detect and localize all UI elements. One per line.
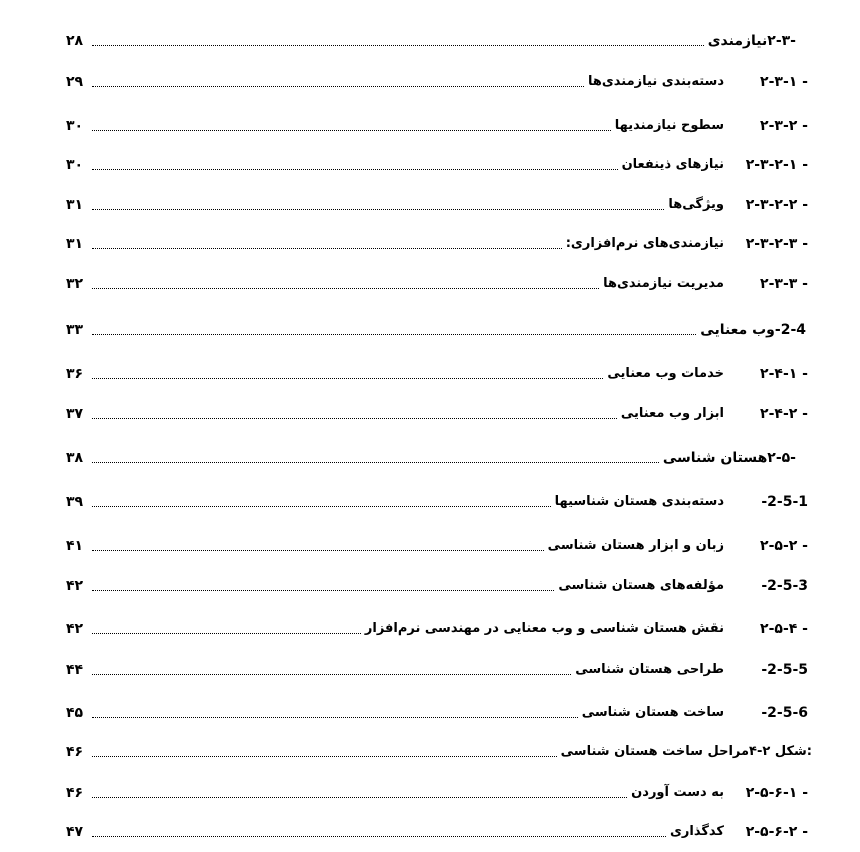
dot-leader [92,835,666,837]
page-number: ۳۹ [66,494,84,510]
dot-leader [92,377,603,379]
section-number: ۲-۳-۳ - [760,276,808,292]
dot-leader [92,673,571,675]
toc-entry-2-5-3[interactable] [66,572,820,596]
toc-entry-2-3-1[interactable] [66,68,820,92]
section-title: ابزار وب معنایی [620,406,724,421]
section-number: ۲-۳- [767,33,796,49]
dot-leader [92,247,562,249]
section-number: -2-5-6 [761,705,808,721]
toc-entry-2-3-2-3[interactable] [66,230,820,254]
section-title: ساخت هستان شناسی [581,705,724,720]
section-title: خدمات وب معنایی [607,366,724,381]
dot-leader [92,549,544,551]
toc-entry-2-5-6-2[interactable] [66,818,820,842]
section-title: وب معنایی [700,322,775,338]
dot-leader [92,417,617,419]
page-number: ۴۴ [66,662,84,678]
toc-entry-2-5-1[interactable] [66,488,820,512]
toc-entry-2-5-4[interactable] [66,615,820,639]
section-title: سطوح نیازمندیها [614,118,724,133]
toc-entry-2-3-2-2[interactable] [66,191,820,215]
section-number: ۲-۳-۲ - [760,118,808,134]
dot-leader [92,505,551,507]
toc-entry-2-3-2-1[interactable] [66,151,820,175]
toc-entry-2-5-6[interactable] [66,699,820,723]
dot-leader [92,208,664,210]
dot-leader [92,129,611,131]
toc-entry-2-5-5[interactable] [66,656,820,680]
section-number: ۲-۵-۶-۱ - [745,785,808,801]
dot-leader [92,796,627,798]
dot-leader [92,589,554,591]
page-number: ۴۷ [66,824,84,840]
page-number: ۴۶ [66,785,84,801]
section-title: زبان و ابزار هستان شناسی [547,538,724,553]
section-number: ۲-۵- [767,450,796,466]
figure-number: شکل ۲-۴: [749,744,812,759]
dot-leader [92,168,618,170]
section-title: کدگذاری [670,824,724,839]
section-number: -2-4 [774,322,806,338]
page-number: ۳۰ [66,118,84,134]
page-number: ۳۱ [66,197,84,213]
section-title: نیازمندی‌های نرم‌افزاری: [565,236,724,251]
section-number: ۲-۳-۱ - [760,74,808,90]
page-number: ۴۶ [66,744,84,760]
section-number: ۲-۴-۱ - [760,366,808,382]
page-number: ۴۲ [66,578,84,594]
toc-entry-figure-2-4[interactable] [66,738,816,762]
section-number: ۲-۴-۲ - [760,406,808,422]
toc-entry-2-3-3[interactable] [66,270,820,294]
toc-entry-2-4-1[interactable] [66,360,820,384]
figure-title: مراحل ساخت هستان شناسی [560,744,750,759]
section-title: نقش هستان شناسی و وب معنایی در مهندسی نرم‌افزار [364,621,724,636]
section-number: -2-5-1 [761,494,808,510]
toc-entry-2-5-6-1[interactable] [66,779,820,803]
page-number: ۳۸ [66,450,84,466]
dot-leader [92,755,557,757]
section-title: دسته‌بندی نیازمندی‌ها [587,74,724,89]
page-number: ۳۶ [66,366,84,382]
toc-entry-2-3-2[interactable] [66,112,820,136]
page-number: ۴۵ [66,705,84,721]
section-title: هستان شناسی [662,450,768,466]
page-number: ۳۲ [66,276,84,292]
section-number: ۲-۳-۲-۲ - [745,197,808,213]
toc-entry-2-4[interactable] [66,316,820,340]
section-title: دسته‌بندی هستان شناسیها [554,494,724,509]
toc-entry-2-5-2[interactable] [66,532,820,556]
section-number: ۲-۵-۲ - [760,538,808,554]
section-title: نیازمندی [707,33,768,49]
section-title: مدیریت نیازمندی‌ها [603,276,724,291]
toc-entry-2-5[interactable] [66,444,820,468]
section-title: مؤلفه‌های هستان شناسی [558,578,724,593]
page-number: ۲۹ [66,74,84,90]
dot-leader [92,461,659,463]
section-number: ۲-۵-۶-۲ - [745,824,808,840]
dot-leader [92,44,704,46]
section-title: نیازهای ذینفعان [621,157,724,172]
page-number: ۲۸ [66,33,84,49]
page-number: ۳۱ [66,236,84,252]
page-number: ۳۳ [66,322,84,338]
section-title: ویژگی‌ها [668,197,724,212]
page-number: ۴۱ [66,538,84,554]
toc-entry-2-4-2[interactable] [66,400,820,424]
toc-entry-2-3[interactable] [66,27,820,51]
dot-leader [92,716,578,718]
section-number: ۲-۳-۲-۳ - [745,236,808,252]
section-title: به دست آوردن [631,785,724,800]
section-number: -2-5-3 [761,578,808,594]
page-number: ۴۲ [66,621,84,637]
section-number: -2-5-5 [761,662,808,678]
dot-leader [92,85,584,87]
section-number: ۲-۵-۴ - [760,621,808,637]
page-number: ۳۷ [66,406,84,422]
section-title: طراحی هستان شناسی [575,662,724,677]
section-number: ۲-۳-۲-۱ - [745,157,808,173]
dot-leader [92,333,696,335]
dot-leader [92,287,599,289]
dot-leader [92,632,361,634]
page-number: ۳۰ [66,157,84,173]
